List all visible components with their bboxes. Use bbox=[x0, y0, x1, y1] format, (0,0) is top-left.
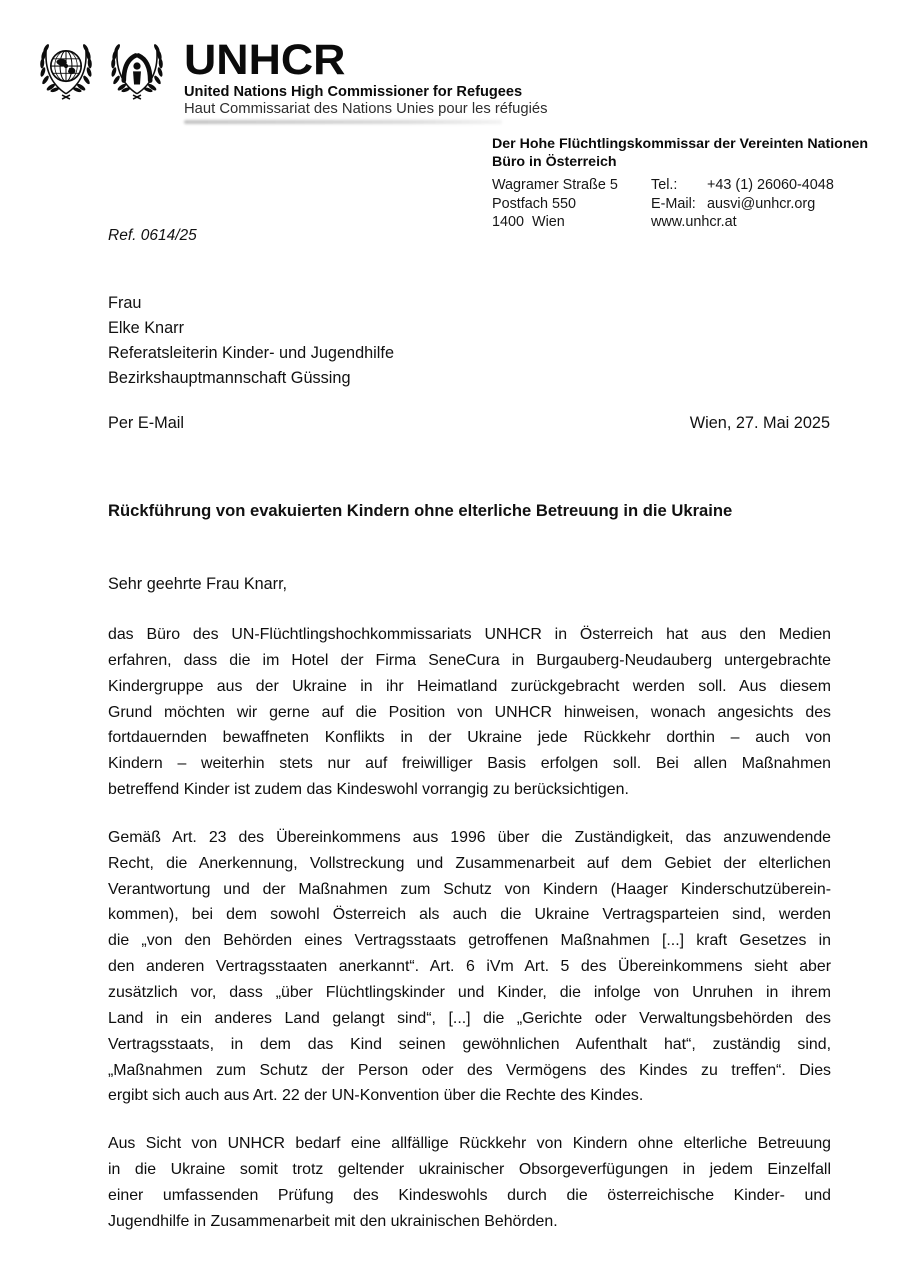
body-line: ergibt sich auch aus Art. 22 der UN-Konvention über die Rechte des Kindes. bbox=[108, 1087, 644, 1105]
body-line: die „von den Behörden eines Vertragsstaats getroffenen Maßnahmen [...] kraft Gesetzes in bbox=[108, 932, 831, 950]
org-name-french: Haut Commissariat des Nations Unies pour les réfugiés bbox=[184, 101, 548, 117]
body-line: Kindergruppe aus der Ukraine in ihr Heimatland zurückgebracht werden soll. Aus diesem bbox=[108, 677, 831, 695]
tel-value: +43 (1) 26060-4048 bbox=[707, 177, 834, 193]
office-title-line2: Büro in Österreich bbox=[492, 154, 617, 170]
body-line: Vertragsstaats, in dem das Kind seinen gewöhnlichen Aufenthalt hat“, zuständig sind, bbox=[108, 1035, 831, 1053]
recipient-line: Frau bbox=[108, 294, 142, 312]
place-date: Wien, 27. Mai 2025 bbox=[689, 414, 830, 432]
address-line: Postfach 550 bbox=[492, 195, 577, 212]
office-title bbox=[492, 135, 868, 171]
body-line: Kindern – weiterhin stets nur auf freiwilliger Basis erfolgen soll. Bei allen Maßnahmen bbox=[108, 755, 831, 773]
body-line: das Büro des UN-Flüchtlingshochkommissariats UNHCR in Österreich hat aus den Medien bbox=[108, 626, 831, 643]
unhcr-wordmark: UNHCR bbox=[184, 36, 346, 84]
body-line: Verantwortung und der Maßnahmen zum Schutz von Kindern (Haager Kinderschutzüberein- bbox=[108, 880, 831, 898]
recipient-line: Bezirkshauptmannschaft Güssing bbox=[108, 369, 351, 387]
contact-block bbox=[492, 176, 834, 232]
email-label: E-Mail: bbox=[651, 195, 696, 212]
body-line: zusätzlich vor, dass „über Flüchtlingskinder und Kinder, die infolge von Unruhen in ihrem bbox=[108, 983, 831, 1001]
reference-number: Ref. 0614/25 bbox=[108, 227, 197, 244]
recipient-block bbox=[108, 291, 394, 391]
body-line: „Maßnahmen zum Schutz der Person oder des Vermögens des Kindes zu treffen“. Dies bbox=[108, 1061, 831, 1079]
office-title-line1: Der Hohe Flüchtlingskommissar der Vereinten Nationen bbox=[492, 136, 869, 152]
delivery-date-row bbox=[108, 414, 830, 433]
subject-line: Rückführung von evakuierten Kindern ohne elterliche Betreuung in die Ukraine bbox=[108, 501, 733, 520]
scan-shadow-line bbox=[184, 120, 502, 124]
un-emblem-icon bbox=[33, 38, 99, 102]
body-paragraph bbox=[108, 825, 831, 1109]
body-line: Jugendhilfe in Zusammenarbeit mit den ukrainischen Behörden. bbox=[108, 1212, 558, 1230]
body-line: Grund möchten wir gerne auf die Position von UNHCR hinweisen, wonach angesichts des bbox=[108, 703, 831, 721]
body-line: Land in ein anderes Land gelangt sind“, [...] die „Gerichte oder Verwaltungsbehörden des bbox=[108, 1009, 831, 1027]
salutation: Sehr geehrte Frau Knarr, bbox=[108, 575, 288, 593]
delivery-method: Per E-Mail bbox=[108, 414, 184, 432]
email-value: ausvi@unhcr.org bbox=[707, 195, 816, 212]
body-line: Aus Sicht von UNHCR bedarf eine allfällige Rückkehr von Kindern ohne elterliche Betreuung bbox=[108, 1135, 831, 1153]
org-name-english: United Nations High Commissioner for Refugees bbox=[184, 84, 523, 100]
letterhead bbox=[33, 38, 548, 124]
letter-body bbox=[108, 622, 831, 1257]
recipient-line: Elke Knarr bbox=[108, 319, 185, 337]
address-line: Wagramer Straße 5 bbox=[492, 177, 618, 193]
address-line: 1400 Wien bbox=[492, 214, 565, 230]
body-paragraph bbox=[108, 1131, 831, 1234]
unhcr-emblem-icon bbox=[104, 38, 170, 102]
body-line: Gemäß Art. 23 des Übereinkommens aus 1996 über die Zuständigkeit, das anzuwendende bbox=[108, 828, 831, 846]
recipient-line: Referatsleiterin Kinder- und Jugendhilfe bbox=[108, 344, 394, 362]
body-paragraph bbox=[108, 622, 831, 803]
tel-label: Tel.: bbox=[651, 177, 678, 193]
body-line: in die Ukraine somit trotz geltender ukrainischer Obsorgeverfügungen in jedem Einzelfall bbox=[108, 1161, 831, 1179]
body-line: einer umfassenden Prüfung des Kindeswohls durch die österreichische Kinder- und bbox=[108, 1186, 831, 1204]
website-url: www.unhcr.at bbox=[651, 214, 737, 230]
body-line: betreffend Kinder ist zudem das Kindeswohl vorrangig zu berücksichtigen. bbox=[108, 781, 629, 799]
body-line: den anderen Vertragsstaaten anerkannt“. Art. 6 iVm Art. 5 des Übereinkommens sieht aber bbox=[108, 958, 831, 976]
body-line: kommen), bei dem sowohl Österreich als auch die Ukraine Vertragsparteien sind, werden bbox=[108, 906, 831, 924]
body-line: Recht, die Anerkennung, Vollstreckung und Zusammenarbeit auf dem Gebiet der elterlichen bbox=[108, 854, 831, 872]
body-line: fortdauernden bewaffneten Konflikts in der Ukraine jede Rückkehr dorthin – auch von bbox=[108, 729, 831, 747]
body-line: erfahren, dass die im Hotel der Firma SeneCura in Burgauberg-Neudauberg untergebrachte bbox=[108, 651, 831, 669]
